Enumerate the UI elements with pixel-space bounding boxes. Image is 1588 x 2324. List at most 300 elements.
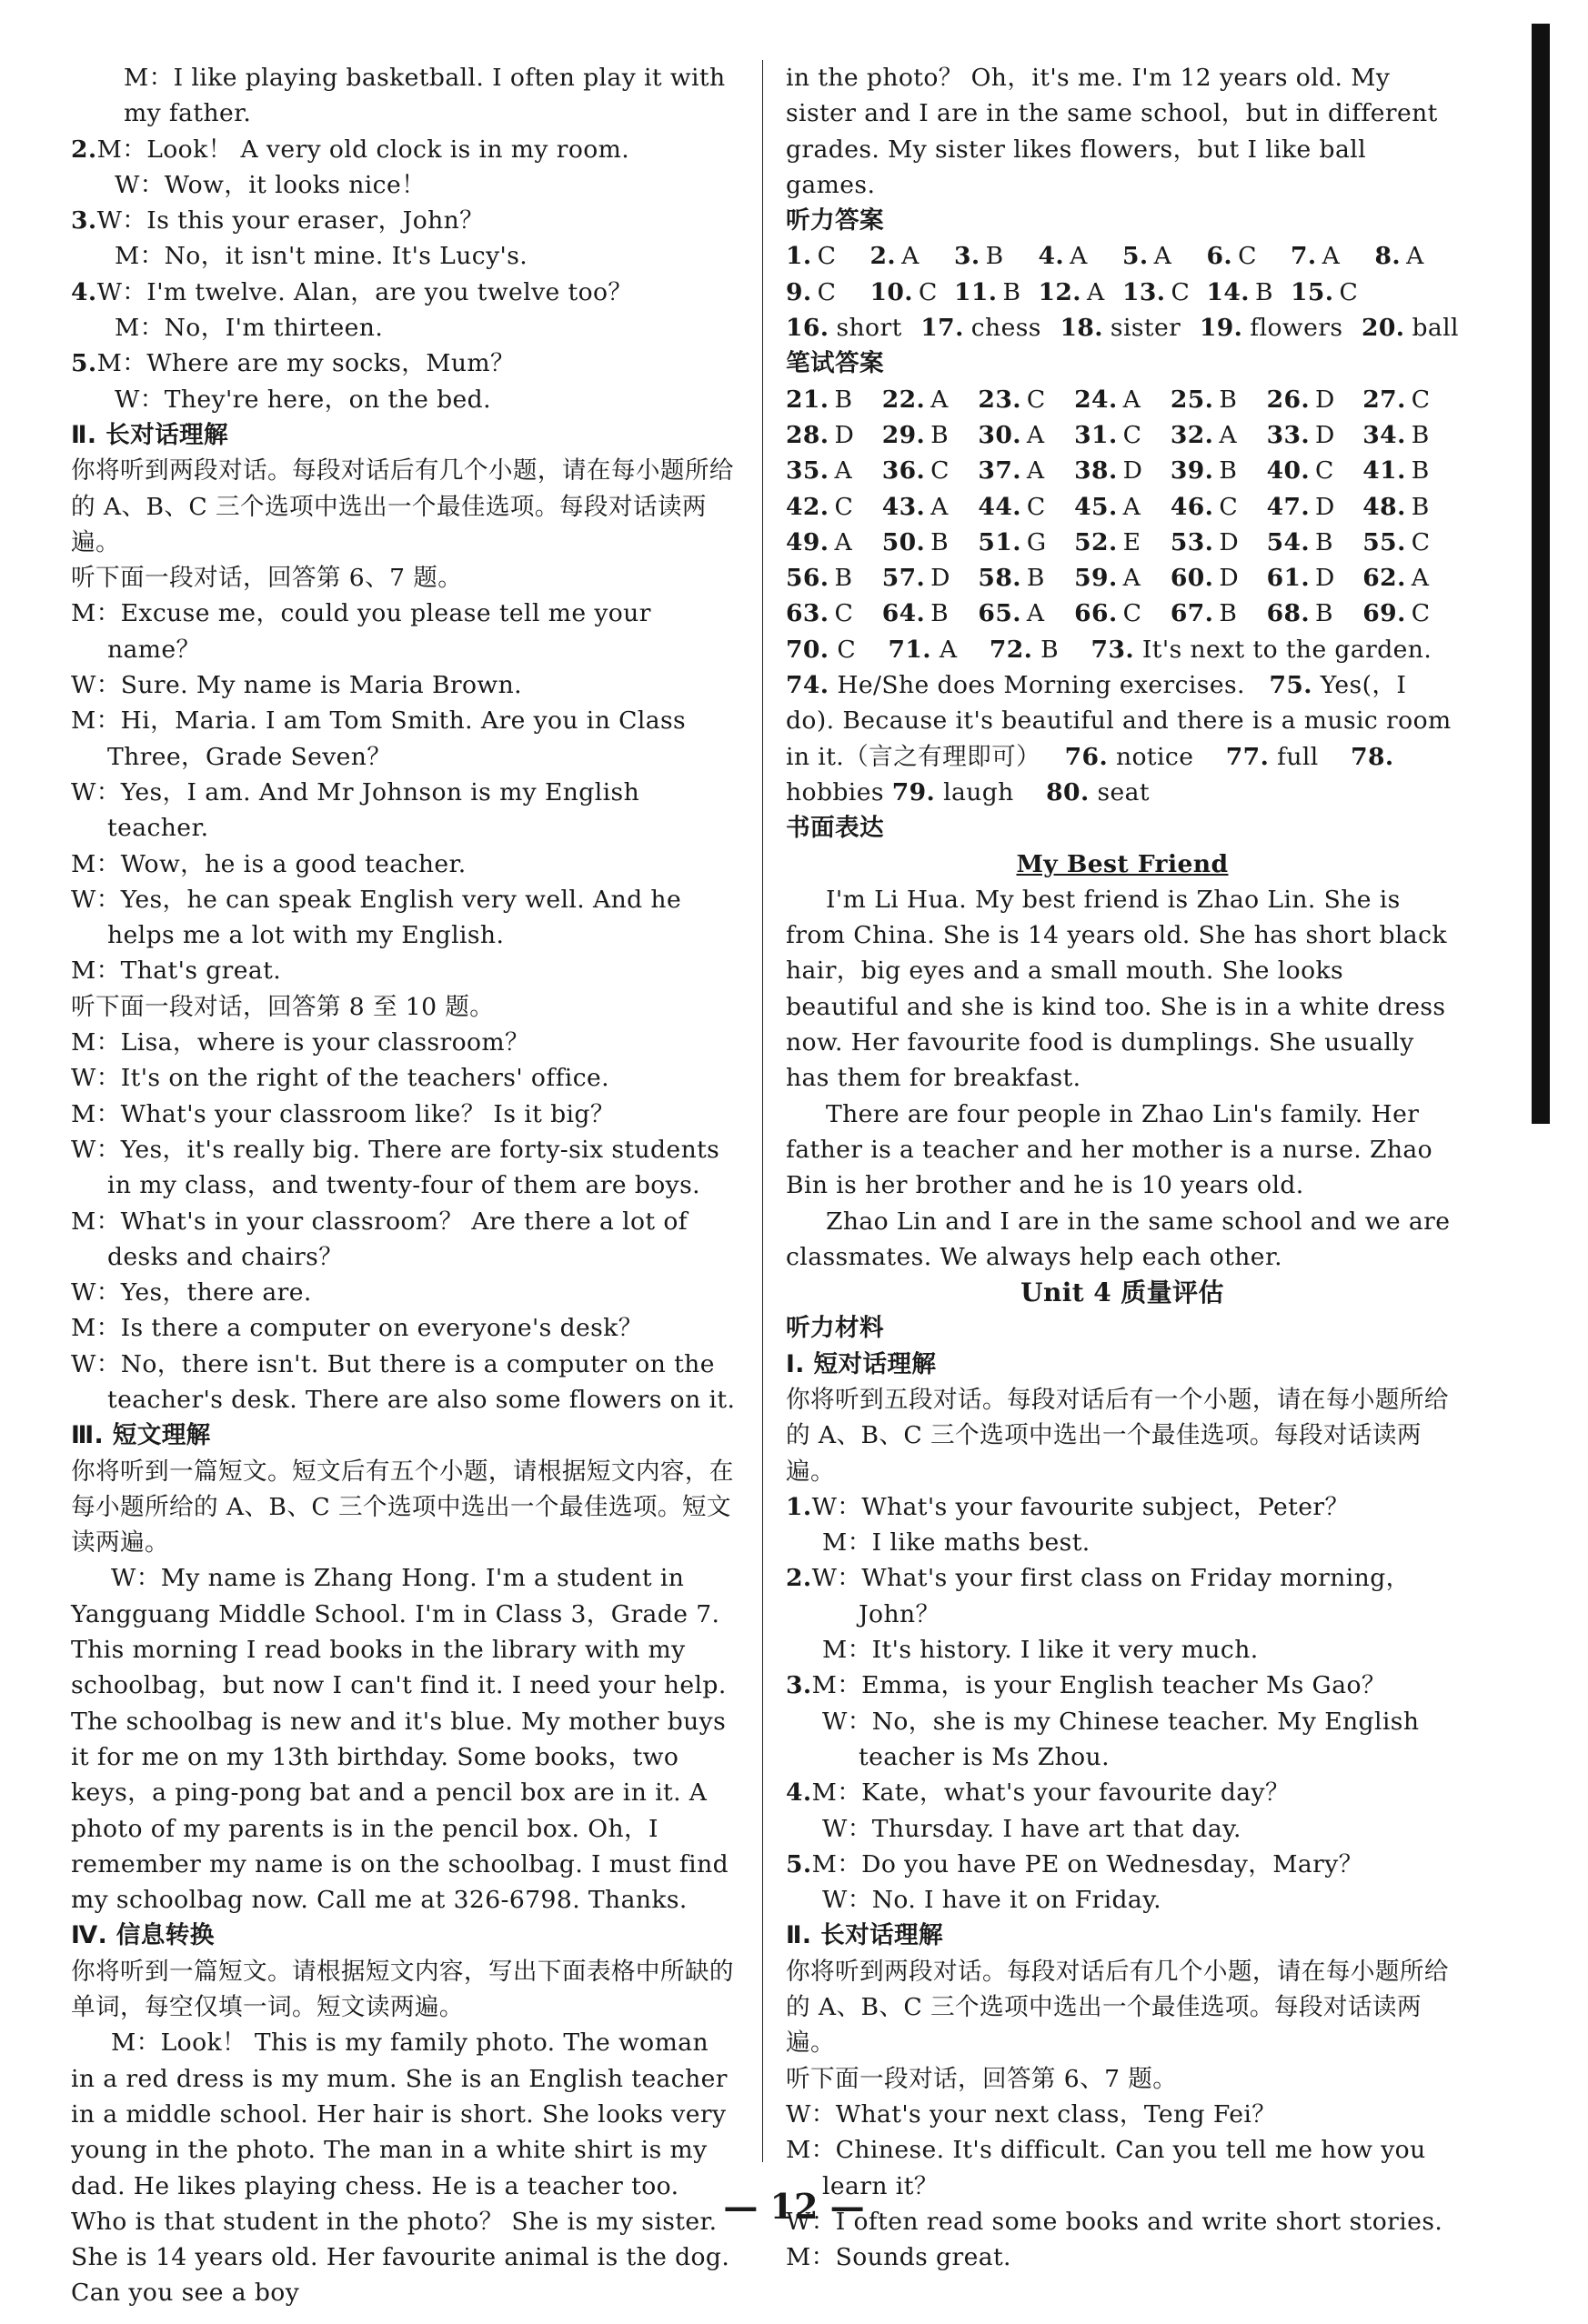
answer-number: 34. [1362,420,1406,449]
answer-item [786,310,902,346]
answer-value: C [1315,456,1334,486]
answer-value: D [1219,527,1240,556]
answer-item [1074,382,1171,417]
answer-number: 14. [1206,277,1250,306]
answer-number: 13. [1122,277,1166,306]
line-text: M：Kate，what's your favourite day？ [811,1778,1290,1808]
section-instructions: 你将听到一篇短文。请根据短文内容，写出下面表格中所缺的单词，每空仅填一词。短文读两遍。 [71,1957,734,2022]
answer-item [786,238,870,274]
answer-number: 53. [1170,527,1214,556]
answer-item [978,560,1074,596]
answer-number: 51. [978,527,1021,556]
answer-item [1267,560,1363,596]
listening-answers-words [786,310,1459,346]
answer-number: 23. [978,385,1021,414]
answer-item [1039,238,1123,274]
speaker: W [96,277,123,306]
section-heading-info-transfer: Ⅳ. 信息转换 [71,1921,215,1950]
answer-item [1362,489,1459,525]
answer-value: D [1315,385,1335,414]
answer-value: A [1153,242,1172,271]
answer-item [870,275,955,310]
answer-number: 19. [1199,314,1243,343]
answer-item [954,275,1039,310]
answer-value: A [1086,277,1105,306]
unit4-long-dialogue-heading: Ⅱ. 长对话理解 [786,1921,944,1950]
answer-value: C [1411,385,1431,414]
answer-item [1171,560,1267,596]
speaker: M [96,349,123,378]
dialogue-intro: 听下面一段对话，回答第 6、7 题。 [786,2064,1178,2093]
answer-value: B [1411,420,1430,449]
answer-number: 67. [1170,599,1214,628]
answer-number: 43. [881,492,926,521]
answer-value: B [1411,456,1430,486]
dialogue-line [71,238,739,274]
answer-item [978,382,1074,417]
answer-item [1074,417,1171,453]
answer-item [1207,238,1292,274]
answer-value: chess [970,314,1041,343]
answer-value: A [1070,242,1088,271]
answer-value: A [930,385,949,414]
dialogue-line [71,275,739,310]
answer-item [1200,310,1343,346]
item-number: 3. [71,206,97,235]
answer-item [1362,382,1459,417]
answer-number: 21. [786,385,829,414]
dialogue-line: M：Sounds great. [786,2243,1011,2272]
answer-item [1362,453,1459,488]
answer-number: 29. [881,420,926,449]
written-answers-heading: 笔试答案 [786,349,884,378]
answer-item [1207,275,1292,310]
answer-value: A [834,527,853,556]
answer-value: B [930,527,950,556]
line-text: ：No，I'm thirteen. [139,314,384,343]
answer-value: A [1026,456,1045,486]
dialogue-line: W：No，there isn't. But there is a computer on the teacher's desk. There are also some flowers on it. [71,1349,736,1414]
dialogue-line [786,1632,1459,1668]
answer-item [870,238,955,274]
answer-number: 59. [1074,564,1118,593]
answer-number: 28. [786,420,829,449]
answer-item [1074,560,1171,596]
answer-number: 36. [881,456,926,486]
answers-74-75: 74. He/She does Morning exercises. 75. Yes(，I do). Because it's beautiful and there is a music room in it.（言之有理即可） 76. notice 77. full 78. hobbies 79. laugh 80. seat [786,671,1452,806]
speaker: M [96,135,123,164]
answer-item [1267,382,1363,417]
answer-value: A [1411,564,1430,593]
answer-value: A [1219,420,1237,449]
answer-number: 33. [1266,420,1311,449]
speaker: W [115,385,140,414]
answer-item [1074,596,1171,631]
answer-value: C [1411,599,1431,628]
answer-item [978,525,1074,560]
answer-number: 48. [1362,492,1406,521]
answer-value: B [1026,564,1045,593]
answer-item [1171,453,1267,488]
section-heading-passage: Ⅲ. 短文理解 [71,1421,211,1450]
answer-value: flowers [1250,314,1343,343]
answer-item [1171,596,1267,631]
answer-number: 9. [786,277,812,306]
answer-value: B [985,242,1004,271]
answer-number: 8. [1374,242,1402,271]
answer-item [1267,417,1363,453]
answer-number: 37. [978,456,1021,486]
listening-answers-grid [786,238,1459,310]
written-answers-grid [786,382,1459,632]
answer-item [1060,310,1181,346]
answer-value: A [834,456,853,486]
answer-value: A [930,492,949,521]
answer-item [1362,525,1459,560]
answer-item [1122,275,1207,310]
answer-item [1362,310,1459,346]
dialogue-line: M：Hi，Maria. I am Tom Smith. Are you in Class Three，Grade Seven？ [71,706,687,771]
answer-value: C [834,599,854,628]
dialogue-line: W：Yes，I am. And Mr Johnson is my English teacher. [71,777,640,843]
dialogue-line [786,1811,1459,1847]
item-number: 1. [786,1492,812,1521]
answer-item [1267,525,1363,560]
dialogue-line [786,1560,1459,1632]
dialogue-line: W：Sure. My name is Maria Brown. [71,671,522,700]
answer-value: D [1315,420,1335,449]
line-text: ：Look！ A very old clock is in my room. [122,135,630,164]
line-text: ：I like playing basketball. I often play it with my father. [124,64,726,128]
answer-value: D [930,564,950,593]
answer-number: 39. [1170,456,1214,486]
answer-item [978,453,1074,488]
answer-number: 16. [786,314,829,343]
answer-number: 42. [786,492,829,521]
unit4-short-dialogue-heading: Ⅰ. 短对话理解 [786,1349,937,1378]
essay-body [786,882,1459,1275]
answer-number: 65. [978,599,1021,628]
answer-value: A [901,242,920,271]
answer-item [978,417,1074,453]
answer-value: sister [1110,314,1181,343]
answer-number: 25. [1170,385,1214,414]
answer-number: 57. [881,564,926,593]
answer-value: B [1254,277,1273,306]
dialogue-line: W：Yes，he can speak English very well. And he helps me a lot with my English. [71,885,682,950]
answer-number: 60. [1170,564,1214,593]
answer-item [882,382,979,417]
line-text: W：What's your first class on Friday morning，John？ [811,1564,1411,1628]
line-text: ：No，it isn't mine. It's Lucy's. [139,242,528,271]
answer-value: C [1026,492,1046,521]
answer-number: 26. [1266,385,1311,414]
speaker: M [115,242,140,271]
dialogue-1 [71,596,739,988]
dialogue-line: M：What's in your classroom？ Are there a lot of desks and chairs？ [71,1207,688,1271]
answer-value: B [1002,277,1021,306]
answer-number: 55. [1362,527,1406,556]
answer-value: B [930,599,950,628]
answer-number: 68. [1266,599,1311,628]
answer-item [1074,489,1171,525]
answer-item [920,310,1041,346]
answer-number: 41. [1362,456,1406,486]
item-number: 4. [786,1778,812,1808]
answer-value: C [1411,527,1431,556]
dialogue-intro: 听下面一段对话，回答第 6、7 题。 [71,564,463,593]
answer-number: 12. [1038,277,1081,306]
dialogue-line [71,132,739,167]
dialogue-line [71,346,739,381]
listening-answers-heading: 听力答案 [786,206,884,235]
item-number: 3. [786,1671,812,1700]
answer-item [1362,560,1459,596]
passage-text: M：Look！ This is my family photo. The woman in a red dress is my mum. She is an English teacher in a middle school. Her hair is short. She looks very young in the photo. The man in a white shirt is my dad. He likes playing chess. He is a teacher too. Who is that student in the photo？ She is my sister. She is 14 years old. Her favourite animal is the dog. Can you see a boy [71,2028,730,2308]
answer-number: 22. [881,385,926,414]
answer-number: 35. [786,456,829,486]
essay-paragraph: Zhao Lin and I are in the same school and we are classmates. We always help each other. [786,1207,1451,1271]
answer-value: A [1026,420,1045,449]
answer-number: 49. [786,527,829,556]
answer-number: 10. [869,277,913,306]
answer-item [1039,275,1123,310]
dialogue-line [786,1489,1459,1525]
answer-item [1375,238,1460,274]
answer-item [786,560,882,596]
answer-item [786,382,882,417]
answer-value: B [930,420,950,449]
answer-value: C [1171,277,1191,306]
answer-value: C [1219,492,1239,521]
answer-number: 54. [1266,527,1311,556]
answer-value: A [1122,564,1141,593]
answer-value: C [930,456,950,486]
dialogue-line: W：I often read some books and write short stories. [786,2207,1443,2236]
dialogue-line [786,1525,1459,1560]
answer-value: C [834,492,854,521]
passage-text: W：My name is Zhang Hong. I'm a student in Yangguang Middle School. I'm in Class 3，Grade 7. This morning I read books in the library with my schoolbag，but now I can't find it. I need your help. The schoolbag is new and it's blue. My mother buys it for me on my 13th birthday. Some books，two keys，a ping-pong bat and a pencil box are in it. A photo of my parents is in the pencil box. Oh，I remember my name is on the schoolbag. I must find my schoolbag now. Call me at 326-6798. Thanks. [71,1564,729,1915]
answer-item [882,453,979,488]
answer-item [786,275,870,310]
passage-text-continued: in the photo？ Oh，it's me. I'm 12 years old. My sister and I are in the same school，but in different grades. My sister likes flowers，but I like ball games. [786,64,1438,199]
answer-item [1122,238,1207,274]
dialogue-line: M：That's great. [71,957,282,986]
answer-value: B [834,564,853,593]
answer-value: E [1122,527,1141,556]
dialogue-line [786,1668,1459,1703]
dialogue-line: M：Excuse me，could you please tell me your name？ [71,599,651,664]
line-text: M：Emma，is your English teacher Ms Gao？ [811,1671,1386,1700]
writing-heading: 书面表达 [786,814,884,843]
dialogue-line [71,167,739,203]
answer-item [786,596,882,631]
answer-item [1171,489,1267,525]
answer-number: 24. [1074,385,1118,414]
answer-item [786,489,882,525]
right-column [786,60,1459,2275]
answer-number: 56. [786,564,829,593]
answer-item [1074,525,1171,560]
answer-number: 32. [1170,420,1214,449]
essay-paragraph: I'm Li Hua. My best friend is Zhao Lin. She is from China. She is 14 years old. She has short black hair，big eyes and a small mouth. She looks beautiful and she is kind too. She is in a white dress now. Her favourite food is dumplings. She usually has them for breakfast. [786,885,1447,1093]
answer-item [786,525,882,560]
answer-value: D [1315,564,1335,593]
essay-paragraph: There are four people in Zhao Lin's family. Her father is a teacher and her mother is a nurse. Zhao Bin is her brother and he is 10 years old. [786,1099,1433,1200]
dialogue-line [786,1704,1459,1776]
answer-number: 3. [954,242,980,271]
column-divider [762,60,763,2162]
answer-value: D [834,420,855,449]
answer-value: B [1219,599,1238,628]
answer-number: 18. [1060,314,1103,343]
answer-value: C [1122,599,1142,628]
dialogue-line: W：Yes，it's really big. There are forty-six students in my class，and twenty-four of them are boys. [71,1135,720,1200]
speaker: M [115,314,140,343]
answer-value: C [918,277,938,306]
line-text: ：I'm twelve. Alan，are you twelve too？ [122,277,633,306]
dialogue-line: W：Yes，there are. [71,1278,312,1307]
dialogue-line: M：Lisa，where is your classroom？ [71,1028,530,1057]
speaker: W [115,170,140,199]
answer-number: 7. [1291,242,1317,271]
dialogue-line [71,382,739,417]
answer-number: 30. [978,420,1021,449]
dialogue-line: W：It's on the right of the teachers' office. [71,1064,610,1093]
answer-number: 66. [1074,599,1118,628]
answer-value: D [1122,456,1143,486]
dialogue-line [71,310,739,346]
line-text: M：Do you have PE on Wednesday，Mary？ [811,1849,1363,1878]
answer-number: 17. [920,314,964,343]
answer-number: 47. [1266,492,1311,521]
answer-item [1267,489,1363,525]
unit4-title: Unit 4 质量评估 [1020,1277,1224,1308]
short-dialogues-continued [71,60,739,417]
answer-number: 62. [1362,564,1406,593]
answer-value: B [1219,385,1238,414]
dialogue-line [786,1882,1459,1918]
answer-item [1171,382,1267,417]
item-number: 4. [71,277,97,306]
answer-value: D [1315,492,1335,521]
answer-value: C [817,277,837,306]
answer-item [882,525,979,560]
line-text: M：It's history. I like it very much. [822,1636,1259,1665]
speaker: W [96,206,123,235]
line-text: M：I like maths best. [822,1528,1090,1558]
answer-value: C [817,242,837,271]
line-text: W：No，she is my Chinese teacher. My English teacher is Ms Zhou. [822,1707,1420,1771]
answer-value: B [1411,492,1430,521]
answer-item [882,417,979,453]
answer-value: C [1026,385,1046,414]
answer-value: C [1122,420,1142,449]
answer-number: 50. [881,527,926,556]
essay-title: My Best Friend [1016,849,1229,878]
answer-item [1267,596,1363,631]
answer-item [882,489,979,525]
answer-number: 52. [1074,527,1118,556]
answer-number: 6. [1206,242,1233,271]
line-text: W：What's your favourite subject，Peter？ [811,1492,1350,1521]
page-edge-bar [1532,24,1550,1124]
answer-number: 2. [869,242,897,271]
answer-value: D [1219,564,1240,593]
answer-item [786,417,882,453]
section-instructions: 你将听到五段对话。每段对话后有一个小题，请在每小题所给的 A、B、C 三个选项中选出一个最佳选项。每段对话读两遍。 [786,1385,1449,1486]
answer-number: 44. [978,492,1021,521]
dialogue-line: M：Chinese. It's difficult. Can you tell me how you learn it？ [786,2136,1426,2200]
section-instructions: 你将听到两段对话。每段对话后有几个小题，请在每小题所给的 A、B、C 三个选项中选出一个最佳选项。每段对话读两遍。 [786,1957,1449,2058]
answer-item [786,453,882,488]
answer-value: C [1339,277,1359,306]
dialogue-line [786,1847,1459,1882]
answer-item [978,596,1074,631]
answer-value: B [1315,527,1333,556]
answer-item [1362,417,1459,453]
answer-item [1362,596,1459,631]
section-instructions: 你将听到两段对话。每段对话后有几个小题，请在每小题所给的 A、B、C 三个选项中选出一个最佳选项。每段对话读两遍。 [71,456,734,556]
answer-item [978,489,1074,525]
answer-value: A [1122,492,1141,521]
answer-item [1291,238,1375,274]
answer-number: 4. [1038,242,1065,271]
answer-value: A [1122,385,1141,414]
answer-item [882,560,979,596]
left-column [71,60,739,2311]
answer-number: 11. [954,277,998,306]
answer-value: A [1406,242,1424,271]
dialogue-line: M：Is there a computer on everyone's desk？ [71,1314,643,1343]
line-text: ：Where are my socks，Mum？ [122,349,516,378]
answer-number: 15. [1291,277,1334,306]
answer-number: 61. [1266,564,1311,593]
answer-number: 31. [1074,420,1118,449]
line-text: ：Wow，it looks nice！ [139,170,427,199]
speaker: M [124,64,149,92]
answer-value: C [1238,242,1257,271]
answer-number: 45. [1074,492,1118,521]
page-number: — 12 — [723,2186,865,2227]
answer-value: A [1026,599,1045,628]
item-number: 5. [786,1849,812,1878]
dialogue-line [786,1775,1459,1810]
section-heading-long-dialogue: Ⅱ. 长对话理解 [71,420,229,449]
item-number: 5. [71,349,97,378]
unit4-short-dialogues [786,1489,1459,1918]
dialogue-line [71,203,739,238]
line-text: ：Is this your eraser，John？ [122,206,485,235]
dialogue-line: M：What's your classroom like？ Is it big？ [71,1099,615,1128]
line-text: W：Thursday. I have art that day. [822,1814,1241,1843]
answer-item [1291,275,1375,310]
answer-item [882,596,979,631]
answer-item [1171,417,1267,453]
answer-number: 20. [1362,314,1405,343]
answer-item [954,238,1039,274]
answer-value: G [1026,527,1047,556]
dialogue-line: M：Wow，he is a good teacher. [71,849,467,878]
answer-value: B [1219,456,1238,486]
line-text: ：They're here，on the bed. [139,385,491,414]
answer-number: 46. [1170,492,1214,521]
line-text: W：No. I have it on Friday. [822,1886,1161,1915]
answer-item [1267,453,1363,488]
section-instructions: 你将听到一篇短文。短文后有五个小题，请根据短文内容，在每小题所给的 A、B、C 三个选项中选出一个最佳选项。短文读两遍。 [71,1457,734,1558]
answer-item [1171,525,1267,560]
answers-70-73: 70. C 71. A 72. B 73. It's next to the garden. [786,635,1432,664]
